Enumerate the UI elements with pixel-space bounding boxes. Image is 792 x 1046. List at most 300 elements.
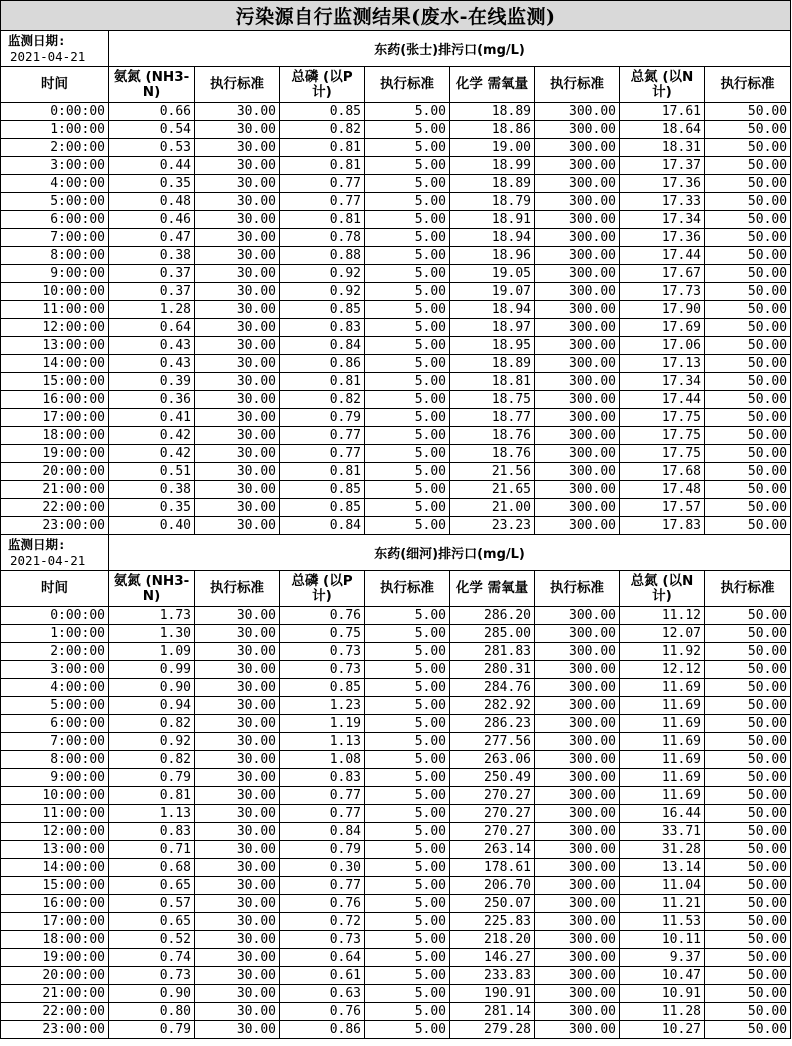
value-cell: 5.00 (365, 1003, 450, 1021)
value-cell: 30.00 (195, 175, 280, 193)
time-cell: 22:00:00 (1, 499, 109, 517)
table-row (1, 661, 791, 679)
table-row (1, 643, 791, 661)
value-cell: 300.00 (535, 373, 620, 391)
monitoring-date-label: 监测日期: (8, 32, 66, 48)
column-header: 时间 (1, 67, 109, 103)
time-cell: 15:00:00 (1, 373, 109, 391)
value-cell: 300.00 (535, 607, 620, 625)
value-cell: 300.00 (535, 949, 620, 967)
value-cell: 300.00 (535, 787, 620, 805)
value-cell: 17.75 (620, 409, 705, 427)
value-cell: 30.00 (195, 319, 280, 337)
value-cell: 50.00 (705, 805, 791, 823)
value-cell: 17.67 (620, 265, 705, 283)
value-cell: 0.81 (109, 787, 195, 805)
value-cell: 0.38 (109, 247, 195, 265)
value-cell: 300.00 (535, 715, 620, 733)
value-cell: 300.00 (535, 193, 620, 211)
time-cell: 16:00:00 (1, 895, 109, 913)
value-cell: 30.00 (195, 1003, 280, 1021)
value-cell: 300.00 (535, 733, 620, 751)
value-cell: 263.06 (450, 751, 535, 769)
time-cell: 12:00:00 (1, 823, 109, 841)
value-cell: 50.00 (705, 949, 791, 967)
column-header-row (1, 67, 791, 103)
value-cell: 18.77 (450, 409, 535, 427)
time-cell: 1:00:00 (1, 121, 109, 139)
value-cell: 50.00 (705, 643, 791, 661)
value-cell: 9.37 (620, 949, 705, 967)
value-cell: 50.00 (705, 787, 791, 805)
value-cell: 282.92 (450, 697, 535, 715)
value-cell: 50.00 (705, 769, 791, 787)
value-cell: 0.82 (280, 391, 365, 409)
time-cell: 2:00:00 (1, 643, 109, 661)
value-cell: 300.00 (535, 355, 620, 373)
table-row (1, 895, 791, 913)
value-cell: 0.77 (280, 193, 365, 211)
value-cell: 0.81 (280, 139, 365, 157)
value-cell: 300.00 (535, 229, 620, 247)
value-cell: 5.00 (365, 697, 450, 715)
value-cell: 5.00 (365, 103, 450, 121)
value-cell: 11.04 (620, 877, 705, 895)
column-header: 化学 需氧量 (450, 571, 535, 607)
value-cell: 11.28 (620, 1003, 705, 1021)
time-cell: 13:00:00 (1, 841, 109, 859)
value-cell: 17.48 (620, 481, 705, 499)
table-row (1, 625, 791, 643)
outlet-name: 东药(张士)排污口(mg/L) (109, 31, 791, 67)
value-cell: 18.94 (450, 301, 535, 319)
value-cell: 0.76 (280, 1003, 365, 1021)
value-cell: 30.00 (195, 265, 280, 283)
value-cell: 30.00 (195, 751, 280, 769)
value-cell: 0.38 (109, 481, 195, 499)
value-cell: 30.00 (195, 481, 280, 499)
value-cell: 1.09 (109, 643, 195, 661)
time-cell: 21:00:00 (1, 985, 109, 1003)
value-cell: 50.00 (705, 409, 791, 427)
value-cell: 300.00 (535, 931, 620, 949)
value-cell: 5.00 (365, 931, 450, 949)
value-cell: 18.76 (450, 445, 535, 463)
value-cell: 5.00 (365, 373, 450, 391)
value-cell: 5.00 (365, 337, 450, 355)
value-cell: 0.71 (109, 841, 195, 859)
value-cell: 300.00 (535, 859, 620, 877)
table-row (1, 193, 791, 211)
value-cell: 300.00 (535, 517, 620, 535)
column-header: 氨氮 (NH3-N) (109, 571, 195, 607)
value-cell: 21.65 (450, 481, 535, 499)
value-cell: 17.37 (620, 157, 705, 175)
table-row (1, 463, 791, 481)
value-cell: 17.75 (620, 427, 705, 445)
value-cell: 5.00 (365, 463, 450, 481)
table-row (1, 301, 791, 319)
value-cell: 50.00 (705, 715, 791, 733)
table-row (1, 967, 791, 985)
value-cell: 50.00 (705, 895, 791, 913)
value-cell: 50.00 (705, 931, 791, 949)
value-cell: 17.06 (620, 337, 705, 355)
table-row (1, 841, 791, 859)
value-cell: 300.00 (535, 985, 620, 1003)
value-cell: 300.00 (535, 877, 620, 895)
value-cell: 233.83 (450, 967, 535, 985)
value-cell: 50.00 (705, 355, 791, 373)
value-cell: 5.00 (365, 715, 450, 733)
section-header-row (1, 31, 791, 67)
value-cell: 0.64 (109, 319, 195, 337)
value-cell: 0.85 (280, 481, 365, 499)
value-cell: 300.00 (535, 175, 620, 193)
value-cell: 11.69 (620, 715, 705, 733)
time-cell: 2:00:00 (1, 139, 109, 157)
value-cell: 0.88 (280, 247, 365, 265)
value-cell: 300.00 (535, 625, 620, 643)
time-cell: 0:00:00 (1, 103, 109, 121)
value-cell: 0.84 (280, 517, 365, 535)
value-cell: 300.00 (535, 211, 620, 229)
value-cell: 5.00 (365, 409, 450, 427)
value-cell: 0.79 (280, 841, 365, 859)
value-cell: 0.99 (109, 661, 195, 679)
value-cell: 50.00 (705, 967, 791, 985)
value-cell: 17.68 (620, 463, 705, 481)
value-cell: 5.00 (365, 499, 450, 517)
value-cell: 11.92 (620, 643, 705, 661)
column-header: 总氮 (以N计) (620, 571, 705, 607)
value-cell: 0.81 (280, 211, 365, 229)
table-row (1, 823, 791, 841)
value-cell: 18.89 (450, 355, 535, 373)
value-cell: 30.00 (195, 625, 280, 643)
value-cell: 18.99 (450, 157, 535, 175)
value-cell: 50.00 (705, 283, 791, 301)
value-cell: 10.47 (620, 967, 705, 985)
value-cell: 300.00 (535, 643, 620, 661)
time-cell: 22:00:00 (1, 1003, 109, 1021)
value-cell: 50.00 (705, 1003, 791, 1021)
value-cell: 0.57 (109, 895, 195, 913)
value-cell: 270.27 (450, 805, 535, 823)
monitoring-date-cell (1, 535, 109, 571)
table-row (1, 373, 791, 391)
value-cell: 21.56 (450, 463, 535, 481)
table-row (1, 103, 791, 121)
value-cell: 0.48 (109, 193, 195, 211)
value-cell: 0.40 (109, 517, 195, 535)
value-cell: 18.64 (620, 121, 705, 139)
value-cell: 30.00 (195, 409, 280, 427)
value-cell: 17.83 (620, 517, 705, 535)
value-cell: 50.00 (705, 157, 791, 175)
value-cell: 10.11 (620, 931, 705, 949)
value-cell: 0.72 (280, 913, 365, 931)
value-cell: 281.14 (450, 1003, 535, 1021)
value-cell: 5.00 (365, 679, 450, 697)
value-cell: 300.00 (535, 1003, 620, 1021)
value-cell: 30.00 (195, 337, 280, 355)
value-cell: 18.31 (620, 139, 705, 157)
value-cell: 23.23 (450, 517, 535, 535)
value-cell: 1.13 (280, 733, 365, 751)
value-cell: 50.00 (705, 175, 791, 193)
value-cell: 50.00 (705, 985, 791, 1003)
table-row (1, 445, 791, 463)
value-cell: 0.78 (280, 229, 365, 247)
monitoring-date-value: 2021-04-21 (10, 552, 86, 568)
value-cell: 5.00 (365, 283, 450, 301)
value-cell: 18.75 (450, 391, 535, 409)
value-cell: 0.66 (109, 103, 195, 121)
value-cell: 16.44 (620, 805, 705, 823)
value-cell: 0.42 (109, 445, 195, 463)
time-cell: 13:00:00 (1, 337, 109, 355)
time-cell: 9:00:00 (1, 769, 109, 787)
value-cell: 30.00 (195, 823, 280, 841)
value-cell: 5.00 (365, 751, 450, 769)
value-cell: 0.90 (109, 679, 195, 697)
value-cell: 30.00 (195, 193, 280, 211)
value-cell: 50.00 (705, 247, 791, 265)
time-cell: 4:00:00 (1, 679, 109, 697)
value-cell: 18.91 (450, 211, 535, 229)
value-cell: 50.00 (705, 913, 791, 931)
column-header: 执行标准 (365, 571, 450, 607)
value-cell: 0.61 (280, 967, 365, 985)
value-cell: 30.00 (195, 787, 280, 805)
value-cell: 0.64 (280, 949, 365, 967)
value-cell: 5.00 (365, 823, 450, 841)
value-cell: 5.00 (365, 157, 450, 175)
value-cell: 280.31 (450, 661, 535, 679)
table-row (1, 931, 791, 949)
table-row (1, 211, 791, 229)
value-cell: 190.91 (450, 985, 535, 1003)
value-cell: 300.00 (535, 751, 620, 769)
value-cell: 5.00 (365, 229, 450, 247)
time-cell: 20:00:00 (1, 463, 109, 481)
value-cell: 285.00 (450, 625, 535, 643)
value-cell: 0.79 (109, 769, 195, 787)
value-cell: 5.00 (365, 517, 450, 535)
value-cell: 50.00 (705, 265, 791, 283)
value-cell: 178.61 (450, 859, 535, 877)
value-cell: 50.00 (705, 319, 791, 337)
value-cell: 30.00 (195, 1021, 280, 1039)
value-cell: 12.12 (620, 661, 705, 679)
value-cell: 5.00 (365, 391, 450, 409)
value-cell: 50.00 (705, 481, 791, 499)
column-header: 时间 (1, 571, 109, 607)
value-cell: 11.69 (620, 787, 705, 805)
value-cell: 5.00 (365, 769, 450, 787)
time-cell: 8:00:00 (1, 247, 109, 265)
table-row (1, 391, 791, 409)
value-cell: 0.76 (280, 607, 365, 625)
table-row (1, 877, 791, 895)
table-row (1, 481, 791, 499)
value-cell: 50.00 (705, 463, 791, 481)
value-cell: 0.77 (280, 445, 365, 463)
value-cell: 21.00 (450, 499, 535, 517)
value-cell: 0.79 (280, 409, 365, 427)
value-cell: 1.08 (280, 751, 365, 769)
value-cell: 300.00 (535, 283, 620, 301)
table-row (1, 319, 791, 337)
value-cell: 50.00 (705, 337, 791, 355)
value-cell: 0.94 (109, 697, 195, 715)
value-cell: 30.00 (195, 607, 280, 625)
column-header: 执行标准 (705, 571, 791, 607)
value-cell: 0.65 (109, 877, 195, 895)
value-cell: 17.34 (620, 373, 705, 391)
value-cell: 17.61 (620, 103, 705, 121)
value-cell: 18.89 (450, 175, 535, 193)
time-cell: 11:00:00 (1, 301, 109, 319)
value-cell: 0.83 (280, 769, 365, 787)
table-row (1, 697, 791, 715)
value-cell: 300.00 (535, 805, 620, 823)
value-cell: 300.00 (535, 337, 620, 355)
table-row (1, 337, 791, 355)
time-cell: 17:00:00 (1, 409, 109, 427)
value-cell: 12.07 (620, 625, 705, 643)
value-cell: 270.27 (450, 823, 535, 841)
table-row (1, 751, 791, 769)
column-header: 执行标准 (365, 67, 450, 103)
value-cell: 5.00 (365, 247, 450, 265)
value-cell: 1.19 (280, 715, 365, 733)
value-cell: 50.00 (705, 139, 791, 157)
value-cell: 0.30 (280, 859, 365, 877)
table-row (1, 265, 791, 283)
time-cell: 5:00:00 (1, 697, 109, 715)
value-cell: 30.00 (195, 139, 280, 157)
value-cell: 5.00 (365, 139, 450, 157)
value-cell: 50.00 (705, 733, 791, 751)
value-cell: 5.00 (365, 1021, 450, 1039)
time-cell: 8:00:00 (1, 751, 109, 769)
value-cell: 30.00 (195, 211, 280, 229)
page-title: 污染源自行监测结果(废水-在线监测) (1, 1, 791, 31)
value-cell: 11.69 (620, 769, 705, 787)
value-cell: 5.00 (365, 445, 450, 463)
value-cell: 0.75 (280, 625, 365, 643)
value-cell: 30.00 (195, 103, 280, 121)
time-cell: 11:00:00 (1, 805, 109, 823)
value-cell: 300.00 (535, 679, 620, 697)
value-cell: 0.85 (280, 499, 365, 517)
value-cell: 0.77 (280, 787, 365, 805)
value-cell: 300.00 (535, 913, 620, 931)
table-row (1, 805, 791, 823)
value-cell: 206.70 (450, 877, 535, 895)
value-cell: 30.00 (195, 247, 280, 265)
value-cell: 50.00 (705, 373, 791, 391)
value-cell: 0.43 (109, 337, 195, 355)
value-cell: 13.14 (620, 859, 705, 877)
value-cell: 0.41 (109, 409, 195, 427)
value-cell: 50.00 (705, 427, 791, 445)
table-row (1, 769, 791, 787)
value-cell: 11.12 (620, 607, 705, 625)
value-cell: 30.00 (195, 931, 280, 949)
column-header: 执行标准 (195, 571, 280, 607)
value-cell: 286.23 (450, 715, 535, 733)
table-row (1, 499, 791, 517)
value-cell: 0.68 (109, 859, 195, 877)
value-cell: 0.42 (109, 427, 195, 445)
value-cell: 50.00 (705, 859, 791, 877)
time-cell: 19:00:00 (1, 445, 109, 463)
value-cell: 5.00 (365, 787, 450, 805)
value-cell: 50.00 (705, 751, 791, 769)
table-row (1, 949, 791, 967)
value-cell: 5.00 (365, 625, 450, 643)
value-cell: 30.00 (195, 913, 280, 931)
value-cell: 50.00 (705, 103, 791, 121)
time-cell: 7:00:00 (1, 229, 109, 247)
table-row (1, 229, 791, 247)
value-cell: 50.00 (705, 625, 791, 643)
table-row (1, 427, 791, 445)
value-cell: 50.00 (705, 1021, 791, 1039)
value-cell: 30.00 (195, 769, 280, 787)
value-cell: 11.69 (620, 697, 705, 715)
value-cell: 30.00 (195, 985, 280, 1003)
value-cell: 30.00 (195, 121, 280, 139)
column-header: 化学 需氧量 (450, 67, 535, 103)
value-cell: 218.20 (450, 931, 535, 949)
value-cell: 0.82 (109, 715, 195, 733)
value-cell: 18.81 (450, 373, 535, 391)
value-cell: 0.92 (280, 265, 365, 283)
table-row (1, 679, 791, 697)
value-cell: 19.05 (450, 265, 535, 283)
value-cell: 30.00 (195, 445, 280, 463)
table-row (1, 283, 791, 301)
value-cell: 0.54 (109, 121, 195, 139)
outlet-name: 东药(细河)排污口(mg/L) (109, 535, 791, 571)
value-cell: 279.28 (450, 1021, 535, 1039)
value-cell: 50.00 (705, 517, 791, 535)
value-cell: 18.94 (450, 229, 535, 247)
value-cell: 10.91 (620, 985, 705, 1003)
value-cell: 50.00 (705, 823, 791, 841)
value-cell: 300.00 (535, 661, 620, 679)
value-cell: 50.00 (705, 445, 791, 463)
monitoring-date-label: 监测日期: (8, 536, 66, 552)
value-cell: 0.79 (109, 1021, 195, 1039)
value-cell: 300.00 (535, 265, 620, 283)
time-cell: 15:00:00 (1, 877, 109, 895)
table-row (1, 409, 791, 427)
value-cell: 50.00 (705, 607, 791, 625)
value-cell: 300.00 (535, 769, 620, 787)
value-cell: 18.76 (450, 427, 535, 445)
time-cell: 3:00:00 (1, 661, 109, 679)
value-cell: 5.00 (365, 661, 450, 679)
value-cell: 146.27 (450, 949, 535, 967)
column-header: 总磷 (以P计) (280, 571, 365, 607)
monitoring-date-value: 2021-04-21 (10, 48, 86, 64)
value-cell: 0.92 (109, 733, 195, 751)
